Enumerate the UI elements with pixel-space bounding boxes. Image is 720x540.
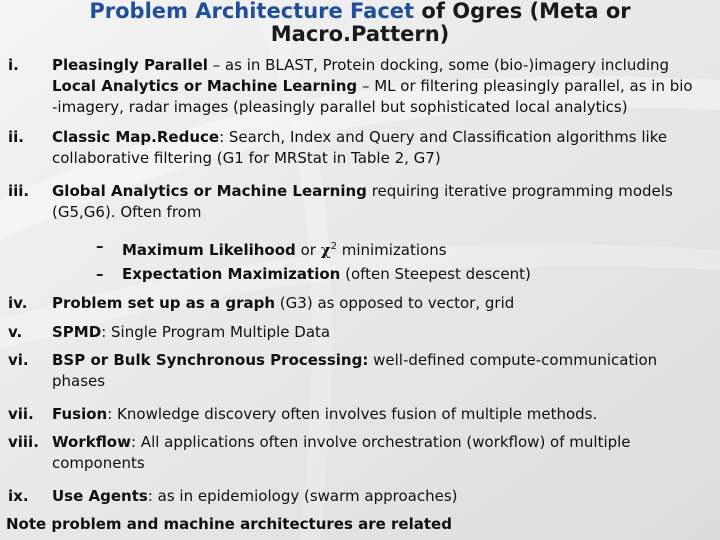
item-number: vii. [8, 405, 34, 423]
dash-marker: – [96, 265, 104, 283]
item-number: ix. [8, 487, 29, 505]
sub-item-text: Expectation Maximization (often Steepest descent) [122, 265, 531, 283]
item-text: Pleasingly Parallel – as in BLAST, Protein docking, some (bio-)imagery including [52, 56, 670, 74]
sub-item-text: Maximum Likelihood or $\chi^2$ minimizations [122, 241, 447, 259]
item-text: Classic Map.Reduce: Search, Index and Query and Classification algorithms like [52, 128, 668, 146]
item-number: i. [8, 56, 19, 74]
item-number: viii. [8, 433, 39, 451]
item-number: vi. [8, 351, 29, 369]
page-title [60, 0, 660, 46]
item-text: Problem set up as a graph (G3) as opposed to vector, grid [52, 294, 515, 312]
footer-note: Note problem and machine architectures are related [6, 515, 452, 533]
item-continuation: phases [52, 372, 106, 390]
item-number: iii. [8, 182, 30, 200]
title-highlight: Problem Architecture Facet [89, 0, 415, 23]
title-rest: of Ogres (Meta or Macro.Pattern) [270, 0, 631, 46]
dash-marker: – [96, 237, 104, 255]
item-text: Use Agents: as in epidemiology (swarm approaches) [52, 487, 458, 505]
item-text: BSP or Bulk Synchronous Processing: well-defined compute-communication [52, 351, 658, 369]
item-continuation: -imagery, radar images (pleasingly parallel but sophisticated local analytics) [52, 98, 628, 116]
item-text: Fusion: Knowledge discovery often involves fusion of multiple methods. [52, 405, 598, 423]
item-text: Global Analytics or Machine Learning requiring iterative programming models [52, 182, 673, 200]
item-text: Workflow: All applications often involve orchestration (workflow) of multiple [52, 433, 631, 451]
item-text: SPMD: Single Program Multiple Data [52, 323, 331, 341]
item-number: v. [8, 323, 23, 341]
item-continuation: collaborative filtering (G1 for MRStat in Table 2, G7) [52, 149, 441, 167]
item-number: iv. [8, 294, 28, 312]
item-number: ii. [8, 128, 24, 146]
item-continuation: components [52, 454, 145, 472]
item-continuation: Local Analytics or Machine Learning – ML or filtering pleasingly parallel, as in bio [52, 77, 693, 95]
item-continuation: (G5,G6). Often from [52, 203, 202, 221]
